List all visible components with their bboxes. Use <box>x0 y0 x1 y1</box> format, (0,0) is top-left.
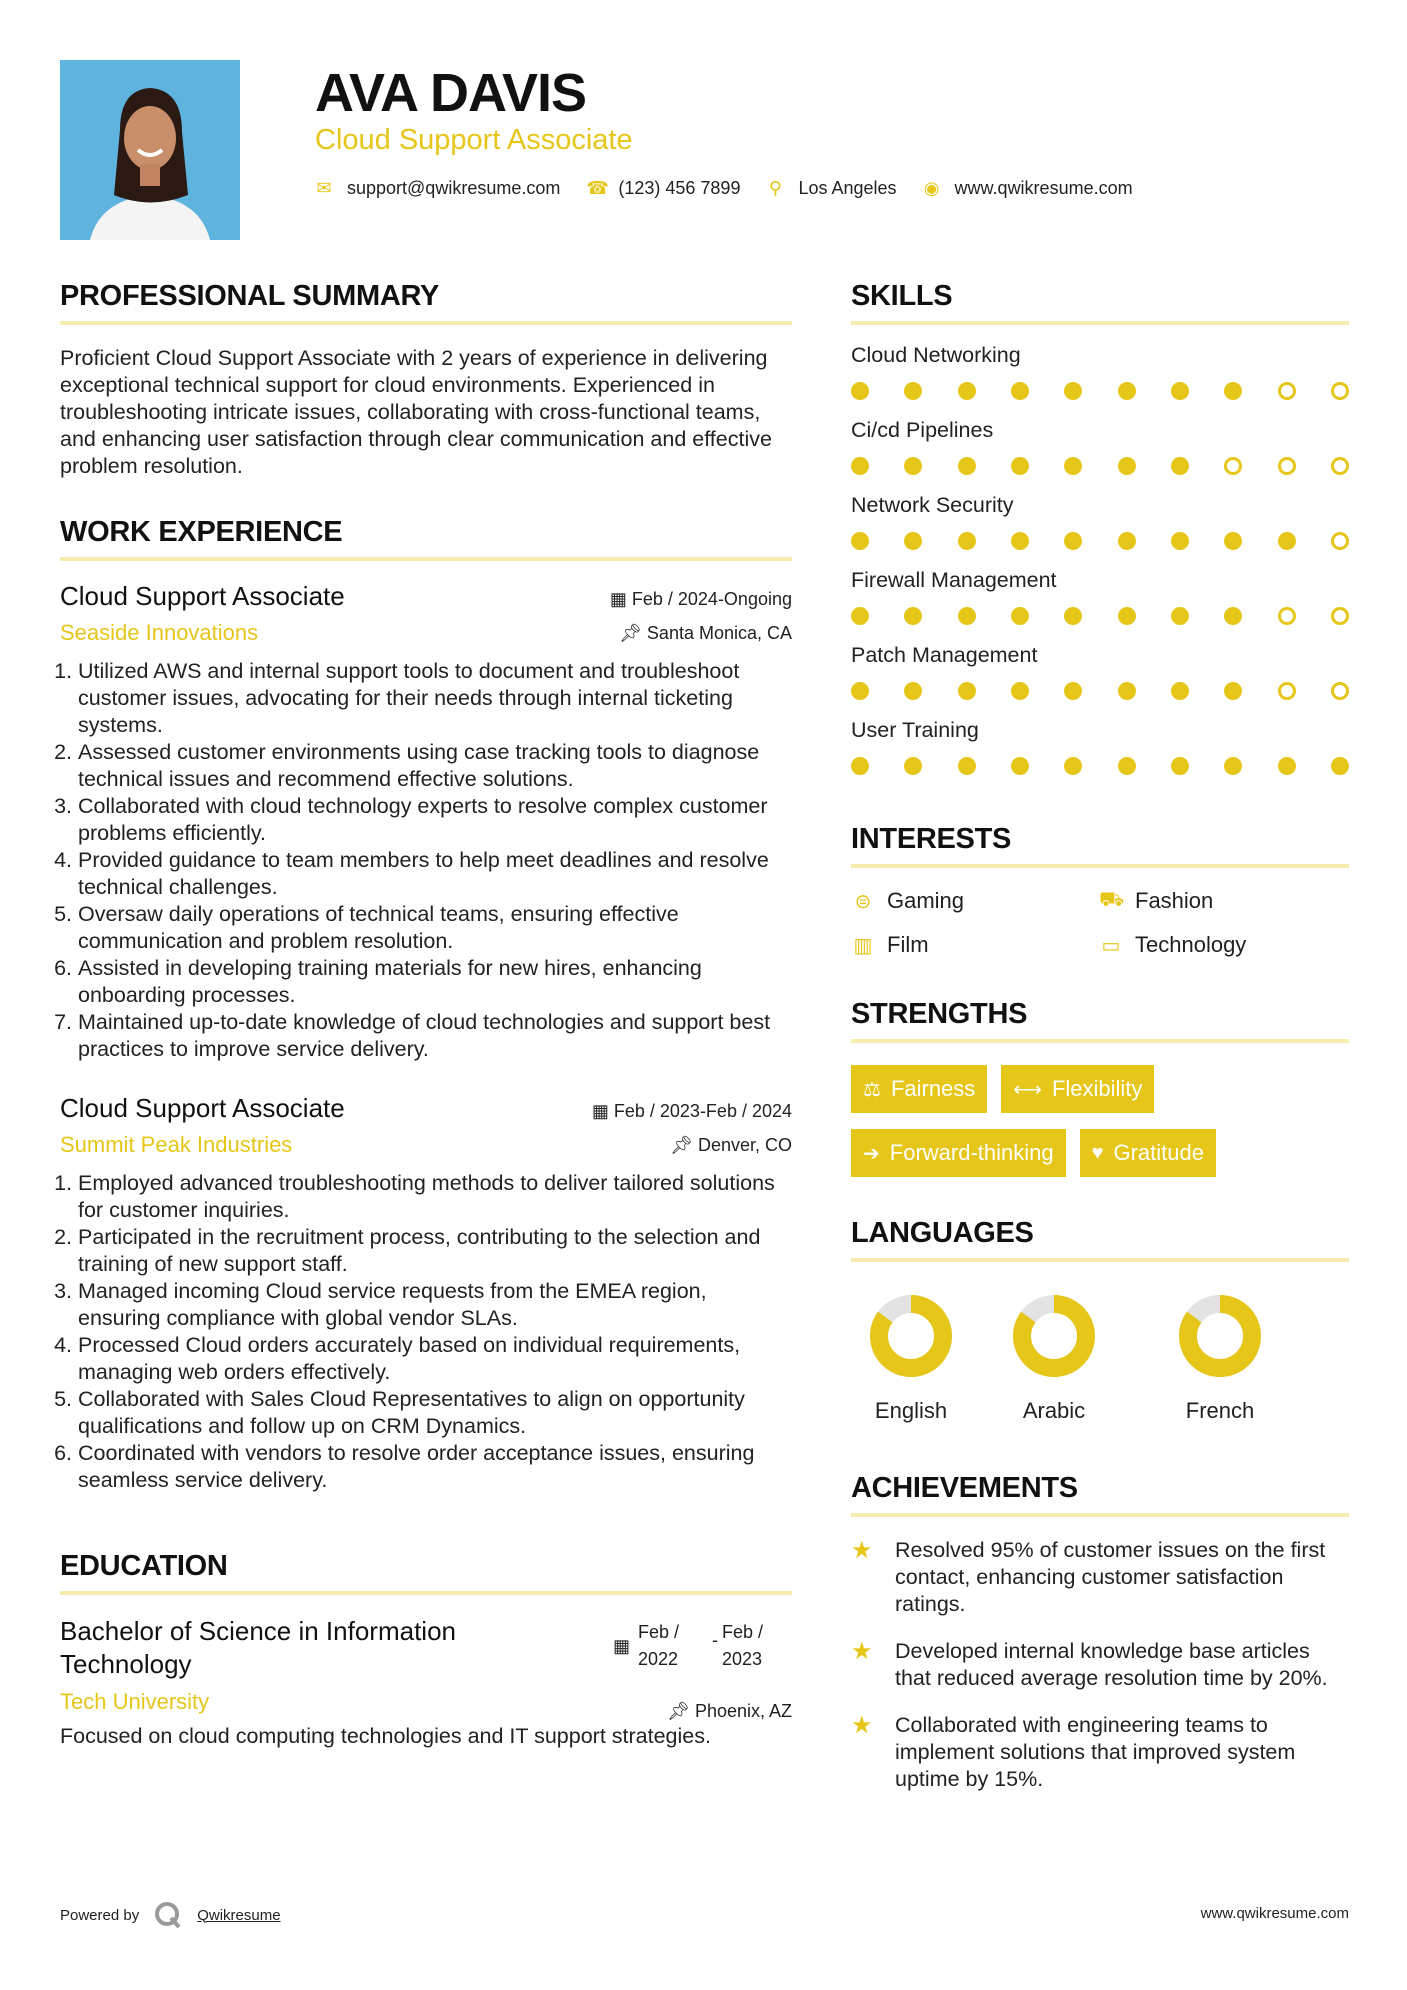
strength-label: Gratitude <box>1113 1140 1204 1165</box>
skill-name: User Training <box>851 718 979 742</box>
education-description: Focused on cloud computing technologies and IT support strategies. <box>60 1724 711 1748</box>
skill-dot-filled <box>904 532 922 550</box>
job-location <box>619 623 792 644</box>
skill-rating <box>851 532 1349 550</box>
map-pin-icon: ⚲ <box>768 178 783 198</box>
skill-item <box>851 568 1349 625</box>
achievement-text: Resolved 95% of customer issues on the first contact, enhancing customer satisfaction ratings. <box>895 1538 1326 1616</box>
interest-label: Gaming <box>887 888 965 913</box>
education-end <box>722 1619 792 1673</box>
skill-dot-filled <box>1224 682 1242 700</box>
contact-email[interactable]: support@qwikresume.com <box>347 178 561 198</box>
skill-dot-filled <box>851 682 869 700</box>
skill-dot-empty <box>1331 532 1349 550</box>
heart-icon: ♥ <box>1091 1141 1104 1164</box>
interest-item <box>851 932 1099 958</box>
summary-heading: PROFESSIONAL SUMMARY <box>60 280 792 325</box>
skill-item <box>851 718 1349 775</box>
pin-icon: 📌︎ <box>619 623 647 643</box>
skill-dot-filled <box>1011 682 1029 700</box>
skill-dot-filled <box>1224 532 1242 550</box>
job-bullet: 4. Processed Cloud orders accurately based on individual requirements, managing web orders effectively. <box>78 1332 792 1386</box>
skill-dot-filled <box>958 607 976 625</box>
phone-icon: ☎ <box>586 178 609 198</box>
education-location-text: Phoenix, AZ <box>694 1701 792 1721</box>
calendar-icon: ▦ <box>612 1636 630 1656</box>
skill-dot-filled <box>1118 457 1136 475</box>
strength-label: Forward-thinking <box>889 1140 1054 1165</box>
language-donut <box>1010 1292 1098 1380</box>
skill-dot-filled <box>851 382 869 400</box>
skill-dot-filled <box>1118 382 1136 400</box>
job-date-text: Feb / 2024-Ongoing <box>631 589 792 609</box>
skill-dot-filled <box>958 757 976 775</box>
skill-item <box>851 343 1349 400</box>
job-date <box>592 1101 792 1122</box>
strength-label: Flexibility <box>1051 1076 1143 1101</box>
skill-dot-filled <box>1118 682 1136 700</box>
job-bullets <box>60 1170 792 1494</box>
skill-dot-filled <box>1011 457 1029 475</box>
interest-item <box>851 888 1099 914</box>
achievements-heading: ACHIEVEMENTS <box>851 1472 1349 1517</box>
languages-list <box>851 1292 1349 1424</box>
skill-dot-filled <box>1118 607 1136 625</box>
interest-item <box>1099 888 1349 914</box>
footer-powered <box>60 1900 281 1930</box>
calendar-icon: ▦ <box>591 1101 614 1121</box>
arrow-right-icon: ➔ <box>863 1142 880 1165</box>
interests-list <box>851 888 1349 958</box>
calendar-icon: ▦ <box>609 589 632 609</box>
job-location-text: Denver, CO <box>697 1135 792 1155</box>
contact-website[interactable]: www.qwikresume.com <box>954 178 1133 198</box>
strengths-heading: STRENGTHS <box>851 998 1349 1043</box>
experience-heading: WORK EXPERIENCE <box>60 516 792 561</box>
skill-dot-filled <box>904 607 922 625</box>
job-location-text: Santa Monica, CA <box>646 623 792 643</box>
achievement-item <box>851 1537 1349 1618</box>
job-entry <box>60 581 792 1063</box>
skill-dot-filled <box>958 382 976 400</box>
achievement-item <box>851 1712 1349 1793</box>
job-bullet: 2. Assessed customer environments using case tracking tools to diagnose technical issues and recommend effective solutions. <box>78 739 792 793</box>
education-location <box>667 1701 792 1722</box>
footer-site[interactable]: www.qwikresume.com <box>1200 1905 1349 1922</box>
language-name: Arabic <box>1022 1398 1086 1423</box>
skill-dot-filled <box>1118 532 1136 550</box>
strength-tag <box>1001 1065 1154 1113</box>
job-bullet: 5. Collaborated with Sales Cloud Representatives to align on opportunity qualifications and follow up on CRM Dynamics. <box>78 1386 792 1440</box>
skill-dot-filled <box>904 757 922 775</box>
skill-dot-filled <box>958 682 976 700</box>
skill-dot-empty <box>1331 382 1349 400</box>
job-bullet: 2. Participated in the recruitment process, contributing to the selection and training of new support staff. <box>78 1224 792 1278</box>
education-dates <box>613 1619 792 1673</box>
envelope-icon: ✉ <box>316 178 332 198</box>
pin-icon: 📌︎ <box>667 1701 695 1721</box>
education-dash: - <box>712 1630 718 1650</box>
skill-dot-filled <box>1171 382 1189 400</box>
education-heading: EDUCATION <box>60 1550 792 1595</box>
job-bullet: 5. Oversaw daily operations of technical teams, ensuring effective communication and problem resolution. <box>78 901 792 955</box>
job-bullet: 1. Employed advanced troubleshooting methods to deliver tailored solutions for customer inquiries. <box>78 1170 792 1224</box>
language-name: French <box>1185 1398 1255 1423</box>
skill-name: Cloud Networking <box>851 343 1021 367</box>
pin-icon: 📌︎ <box>670 1135 698 1155</box>
contact-phone[interactable]: (123) 456 7899 <box>618 178 741 198</box>
skill-rating <box>851 757 1349 775</box>
skill-dot-filled <box>904 382 922 400</box>
profile-photo <box>60 60 240 240</box>
star-icon: ★ <box>851 1638 873 1665</box>
interest-item <box>1099 932 1349 958</box>
skill-dot-filled <box>1064 757 1082 775</box>
skill-dot-filled <box>1171 457 1189 475</box>
skill-dot-filled <box>851 457 869 475</box>
skill-dot-filled <box>904 457 922 475</box>
education-end-year: 2023 <box>722 1649 763 1669</box>
education-entry <box>60 1615 792 1750</box>
skill-rating <box>851 382 1349 400</box>
skill-dot-filled <box>1171 607 1189 625</box>
job-date <box>610 589 792 610</box>
laptop-icon: ▭ <box>1101 934 1121 957</box>
skill-dot-filled <box>1011 382 1029 400</box>
skill-dot-empty <box>1224 457 1242 475</box>
skill-dot-filled <box>1224 382 1242 400</box>
skill-item <box>851 493 1349 550</box>
contact-bar <box>315 178 1159 199</box>
skill-name: Ci/cd Pipelines <box>851 418 994 442</box>
language-item <box>971 1292 1137 1424</box>
skill-dot-filled <box>1278 757 1296 775</box>
skill-dot-filled <box>1224 757 1242 775</box>
summary-text: Proficient Cloud Support Associate with 2 years of experience in delivering exceptional technical support for cloud environments. Experienced in troubleshooting intricate issues, collaborating with cross-functional teams, and enhancing user satisfaction through clear communication and effective problem resolution. <box>60 346 772 478</box>
language-donut <box>867 1292 955 1380</box>
interest-label: Technology <box>1135 932 1247 957</box>
job-bullet: 7. Maintained up-to-date knowledge of cloud technologies and support best practices to improve service delivery. <box>78 1009 792 1063</box>
language-item <box>851 1292 971 1424</box>
skill-dot-filled <box>1011 757 1029 775</box>
achievement-item <box>851 1638 1349 1692</box>
gamepad-icon: ⊜ <box>854 890 872 913</box>
skill-dot-filled <box>1278 532 1296 550</box>
qwikresume-logo-icon <box>153 1900 183 1930</box>
language-name: English <box>874 1398 948 1423</box>
strength-label: Fairness <box>890 1076 976 1101</box>
skill-dot-empty <box>1278 382 1296 400</box>
skill-rating <box>851 607 1349 625</box>
skill-dot-filled <box>1011 532 1029 550</box>
skill-dot-empty <box>1278 607 1296 625</box>
skill-dot-empty <box>1331 607 1349 625</box>
skill-name: Network Security <box>851 493 1014 517</box>
skill-dot-filled <box>1064 532 1082 550</box>
education-end-month: Feb / <box>722 1622 764 1642</box>
skill-dot-filled <box>851 532 869 550</box>
film-icon: ▥ <box>853 934 873 957</box>
strengths-list <box>851 1065 1349 1177</box>
language-item <box>1137 1292 1303 1424</box>
left-column <box>60 280 792 1750</box>
globe-icon: ◉ <box>923 178 940 198</box>
achievement-text: Collaborated with engineering teams to implement solutions that improved system uptime by 15%. <box>895 1713 1296 1791</box>
skill-dot-empty <box>1278 457 1296 475</box>
languages-heading: LANGUAGES <box>851 1217 1349 1262</box>
brand-link[interactable]: Qwikresume <box>197 1906 281 1924</box>
skill-dot-empty <box>1331 457 1349 475</box>
job-bullet: 3. Managed incoming Cloud service requests from the EMEA region, ensuring compliance with global vendor SLAs. <box>78 1278 792 1332</box>
interest-label: Fashion <box>1135 888 1214 913</box>
strength-tag <box>851 1065 987 1113</box>
skill-dot-empty <box>1331 682 1349 700</box>
skill-dot-filled <box>1118 757 1136 775</box>
skill-dot-filled <box>1064 682 1082 700</box>
skill-item <box>851 643 1349 700</box>
job-bullet: 1. Utilized AWS and internal support tools to document and troubleshoot customer issues, advocating for their needs through internal ticketing systems. <box>78 658 792 739</box>
job-date-text: Feb / 2023-Feb / 2024 <box>613 1101 792 1121</box>
skill-dot-filled <box>1224 607 1242 625</box>
skill-dot-filled <box>1331 757 1349 775</box>
interest-label: Film <box>887 932 929 957</box>
education-start <box>638 1619 708 1673</box>
job-company: Seaside Innovations <box>60 620 259 645</box>
job-title: Cloud Support Associate <box>60 581 345 611</box>
skill-dot-empty <box>1278 682 1296 700</box>
job-bullet: 6. Coordinated with vendors to resolve order acceptance issues, ensuring seamless service delivery. <box>78 1440 792 1494</box>
skill-dot-filled <box>851 607 869 625</box>
scale-icon: ⚖ <box>863 1078 881 1101</box>
interests-heading: INTERESTS <box>851 823 1349 868</box>
language-donut <box>1176 1292 1264 1380</box>
job-entry <box>60 1093 792 1494</box>
arrows-icon: ⟷ <box>1013 1078 1042 1101</box>
achievements-list <box>851 1537 1349 1793</box>
job-company: Summit Peak Industries <box>60 1132 293 1157</box>
education-degree: Bachelor of Science in Information Technology <box>60 1616 456 1679</box>
skill-dot-filled <box>1011 607 1029 625</box>
education-start-month: Feb / <box>638 1622 680 1642</box>
star-icon: ★ <box>851 1712 873 1739</box>
skill-item <box>851 418 1349 475</box>
skill-dot-filled <box>904 682 922 700</box>
candidate-name: AVA DAVIS <box>315 63 587 123</box>
skill-name: Firewall Management <box>851 568 1057 592</box>
skill-dot-filled <box>1171 757 1189 775</box>
skills-heading: SKILLS <box>851 280 1349 325</box>
job-bullet: 4. Provided guidance to team members to help meet deadlines and resolve technical challenges. <box>78 847 792 901</box>
education-start-year: 2022 <box>638 1649 679 1669</box>
job-bullets <box>60 658 792 1063</box>
skill-dot-filled <box>958 457 976 475</box>
bag-icon: ⛟ <box>1099 888 1125 911</box>
achievement-text: Developed internal knowledge base articles that reduced average resolution time by 20%. <box>895 1639 1328 1690</box>
skill-dot-filled <box>1171 532 1189 550</box>
skill-name: Patch Management <box>851 643 1038 667</box>
education-school: Tech University <box>60 1689 210 1714</box>
job-location <box>670 1135 792 1156</box>
skill-dot-filled <box>851 757 869 775</box>
strength-tag <box>1080 1129 1216 1177</box>
job-bullet: 3. Collaborated with cloud technology experts to resolve complex customer problems efficiently. <box>78 793 792 847</box>
skill-dot-filled <box>1064 607 1082 625</box>
skill-rating <box>851 457 1349 475</box>
candidate-title: Cloud Support Associate <box>315 124 633 156</box>
job-bullet: 6. Assisted in developing training materials for new hires, enhancing onboarding processes. <box>78 955 792 1009</box>
right-column <box>851 280 1349 1793</box>
skill-rating <box>851 682 1349 700</box>
skill-dot-filled <box>1064 457 1082 475</box>
star-icon: ★ <box>851 1537 873 1564</box>
job-title: Cloud Support Associate <box>60 1093 345 1123</box>
skills-list <box>851 343 1349 775</box>
skill-dot-filled <box>1171 682 1189 700</box>
skill-dot-filled <box>958 532 976 550</box>
strength-tag <box>851 1129 1066 1177</box>
contact-location: Los Angeles <box>798 178 897 198</box>
skill-dot-filled <box>1064 382 1082 400</box>
powered-by-label: Powered by <box>60 1906 140 1924</box>
